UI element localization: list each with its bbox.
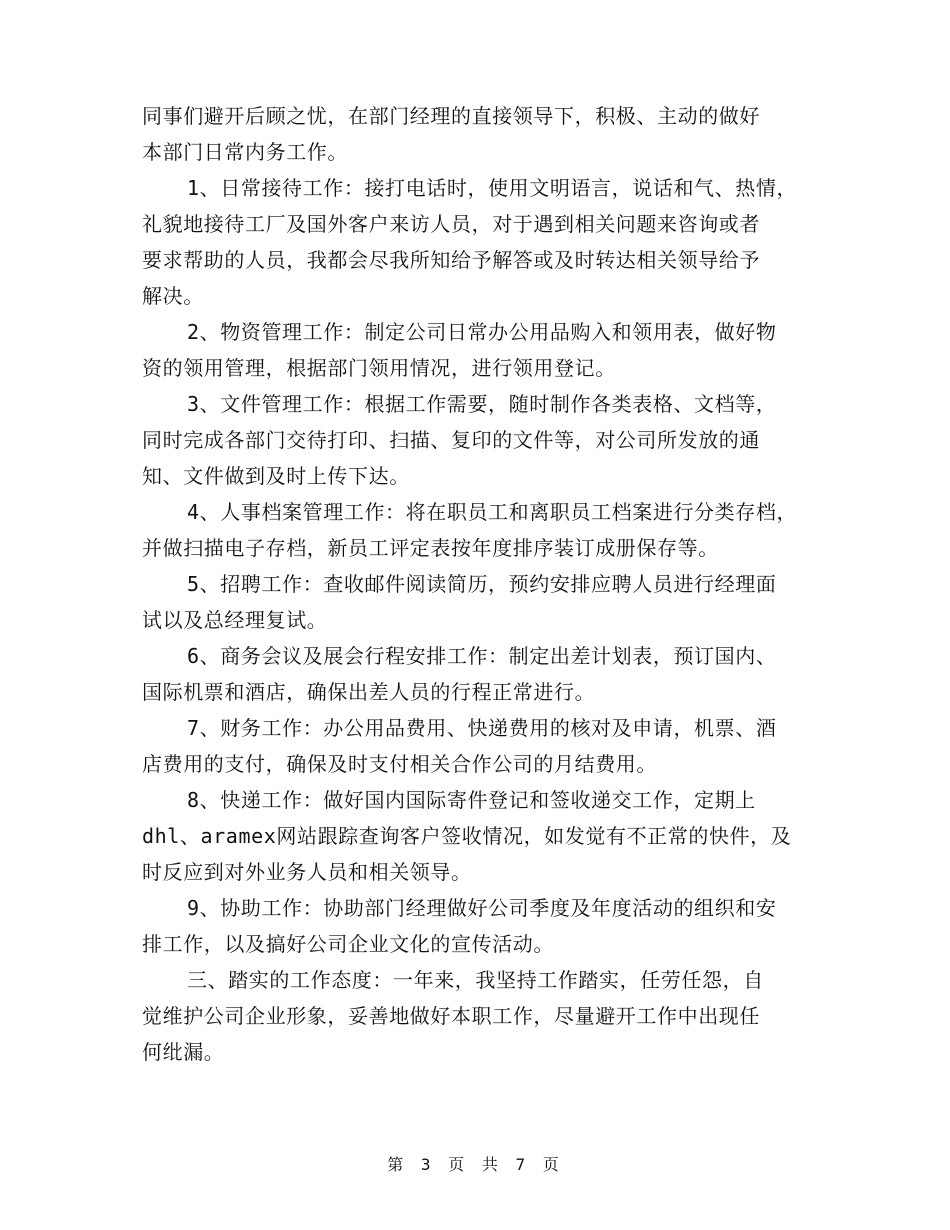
text-line: 试以及总经理复试。 — [142, 608, 328, 632]
text-line: 同时完成各部门交待打印、扫描、复印的文件等，对公司所发放的通 — [142, 428, 760, 452]
page-number: 第 3 页 共 7 页 — [387, 1155, 563, 1174]
text-line: 同事们避开后顾之忧，在部门经理的直接领导下，积极、主动的做好 — [142, 104, 760, 128]
text-line: 觉维护公司企业形象，妥善地做好本职工作，尽量避开工作中出现任 — [142, 1004, 760, 1028]
text-line: 国际机票和酒店，确保出差人员的行程正常进行。 — [142, 680, 596, 704]
text-line: 要求帮助的人员，我都会尽我所知给予解答或及时转达相关领导给予 — [142, 248, 760, 272]
text-line: 并做扫描电子存档，新员工评定表按年度排序装订成册保存等。 — [142, 536, 719, 560]
text-line: dhl、aramex网站跟踪查询客户签收情况，如发觉有不正常的快件，及 — [142, 824, 792, 848]
paragraph-line: 3、文件管理工作：根据工作需要，随时制作各类表格、文档等， — [187, 392, 777, 416]
paragraph-line: 7、财务工作：办公用品费用、快递费用的核对及申请，机票、酒 — [187, 716, 777, 740]
text-line: 解决。 — [142, 284, 204, 308]
text-line: 时反应到对外业务人员和相关领导。 — [142, 860, 472, 884]
text-line: 礼貌地接待工厂及国外客户来访人员，对于遇到相关问题来咨询或者 — [142, 212, 760, 236]
paragraph-line: 2、物资管理工作：制定公司日常办公用品购入和领用表，做好物 — [187, 320, 777, 344]
paragraph-line: 5、招聘工作：查收邮件阅读简历，预约安排应聘人员进行经理面 — [187, 572, 777, 596]
paragraph-line: 9、协助工作：协助部门经理做好公司季度及年度活动的组织和安 — [187, 896, 777, 920]
text-line: 店费用的支付，确保及时支付相关合作公司的月结费用。 — [142, 752, 657, 776]
text-line: 知、文件做到及时上传下达。 — [142, 464, 410, 488]
paragraph-line: 4、人事档案管理工作：将在职员工和离职员工档案进行分类存档， — [187, 500, 798, 524]
text-line: 资的领用管理，根据部门领用情况，进行领用登记。 — [142, 356, 616, 380]
paragraph-line: 6、商务会议及展会行程安排工作：制定出差计划表，预订国内、 — [187, 644, 777, 668]
text-line: 排工作，以及搞好公司企业文化的宣传活动。 — [142, 932, 554, 956]
text-line: 本部门日常内务工作。 — [142, 140, 348, 164]
document-body — [142, 104, 822, 1076]
paragraph-line: 8、快递工作：做好国内国际寄件登记和签收递交工作，定期上 — [187, 788, 756, 812]
text-line: 何纰漏。 — [142, 1040, 225, 1064]
paragraph-line: 三、踏实的工作态度：一年来，我坚持工作踏实，任劳任怨，自 — [187, 968, 764, 992]
paragraph-line: 1、日常接待工作：接打电话时，使用文明语言，说话和气、热情， — [187, 176, 798, 200]
